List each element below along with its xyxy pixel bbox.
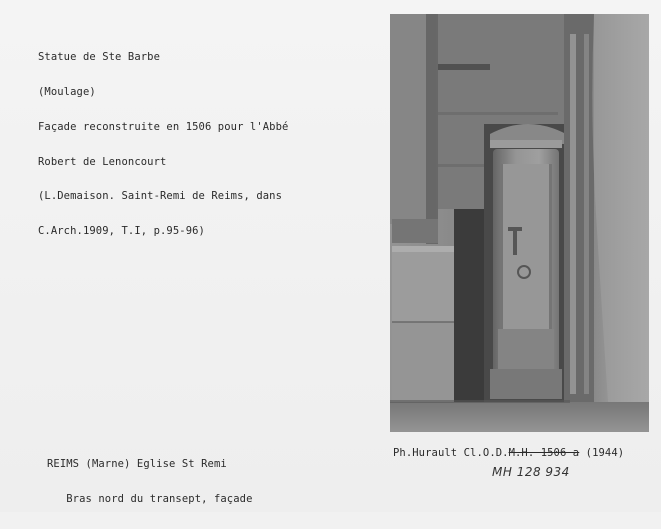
note-line-3: Façade reconstruite en 1506 pour l'Abbé bbox=[38, 120, 289, 133]
location-line-2: Bras nord du transept, façade bbox=[47, 492, 253, 505]
note-line-2: (Moulage) bbox=[38, 85, 96, 98]
note-line-1: Statue de Ste Barbe bbox=[38, 51, 161, 64]
credit-struck-text: M.H. 1506 a bbox=[508, 447, 580, 459]
credit-year: (1944) bbox=[579, 447, 625, 459]
photograph bbox=[390, 14, 649, 432]
note-line-5: (L.Demaison. Saint-Remi de Reims, dans bbox=[38, 190, 283, 203]
photo-image bbox=[390, 14, 649, 432]
location-caption bbox=[47, 436, 253, 529]
credit-prefix: Ph.Hurault Cl.O.D. bbox=[393, 447, 509, 459]
location-line-1: REIMS (Marne) Eglise St Remi bbox=[47, 458, 227, 471]
note-line-4: Robert de Lenoncourt bbox=[38, 155, 167, 168]
caption-notes bbox=[38, 29, 288, 261]
photo-credit bbox=[393, 448, 624, 460]
handwritten-reference: MH 128 934 bbox=[492, 465, 570, 479]
note-line-6: C.Arch.1909, T.I, p.95-96) bbox=[38, 225, 205, 238]
